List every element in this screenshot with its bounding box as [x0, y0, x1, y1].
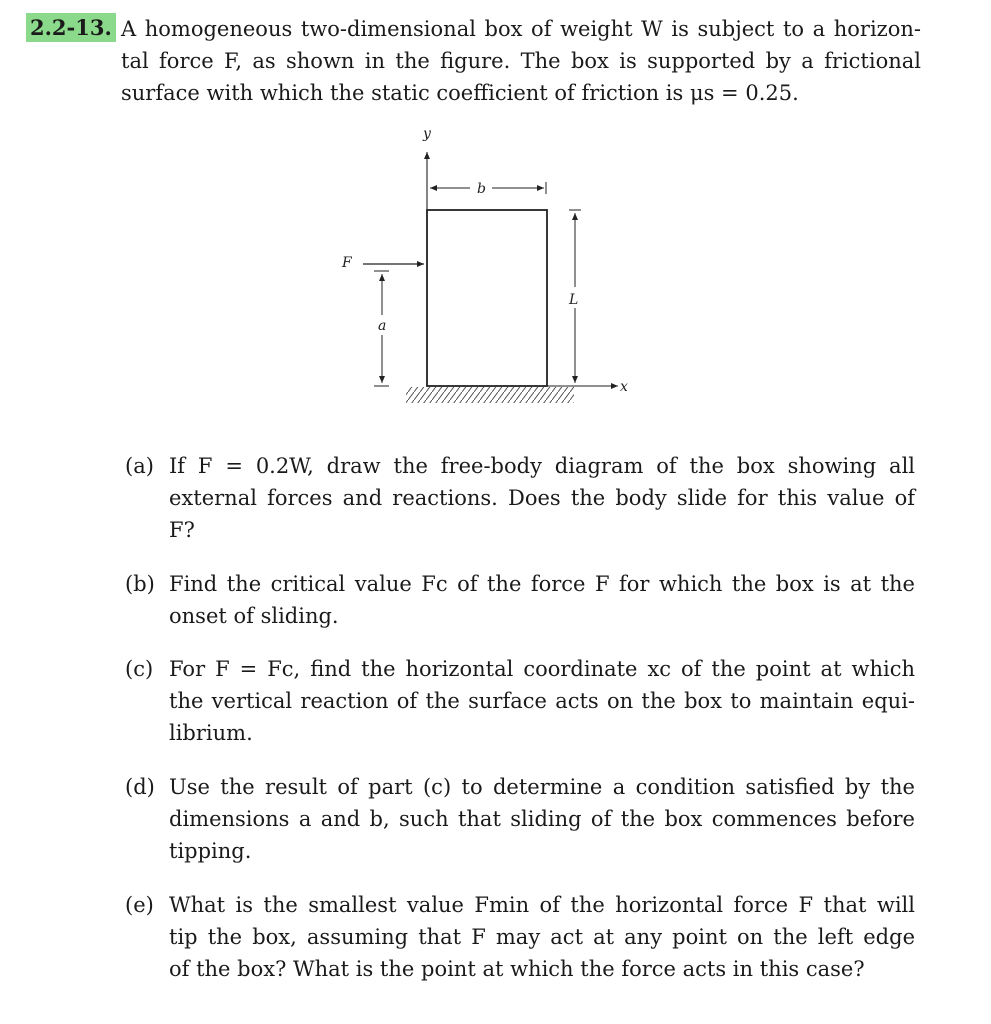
part-line: of the box? What is the point at which the force acts in this case?	[169, 957, 865, 981]
part-line: For F = Fc, find the horizontal coordinate xc of the point at which	[169, 657, 915, 681]
L-dimension-label: L	[569, 292, 579, 308]
b-dimension-label: b	[477, 181, 486, 197]
part-label: (c)	[125, 657, 154, 681]
part-line: F?	[169, 518, 195, 542]
part-line: Find the critical value Fc of the force F for which the box is at the	[169, 572, 915, 596]
part-label: (b)	[125, 572, 155, 596]
part-b	[125, 568, 915, 632]
statement-line: surface with which the static coefficient of friction is μs = 0.25.	[121, 81, 799, 105]
part-line: onset of sliding.	[169, 604, 339, 628]
part-d	[125, 771, 915, 867]
part-line: tipping.	[169, 839, 252, 863]
problem-statement	[121, 13, 921, 109]
statement-line: A homogeneous two-dimensional box of weight W is subject to a horizon-	[121, 17, 921, 41]
problem-number: 2.2-13.	[26, 13, 116, 42]
part-a	[125, 450, 915, 546]
part-line: Use the result of part (c) to determine a condition satisfied by the	[169, 775, 915, 799]
part-line: dimensions a and b, such that sliding of the box commences before	[169, 807, 915, 831]
part-label: (e)	[125, 893, 154, 917]
box	[427, 210, 547, 386]
y-axis-label: y	[423, 126, 431, 142]
part-e	[125, 889, 915, 985]
part-line: the vertical reaction of the surface acts on the box to maintain equi-	[169, 689, 915, 713]
part-line: librium.	[169, 721, 253, 745]
part-label: (d)	[125, 775, 155, 799]
a-dimension-label: a	[378, 318, 387, 334]
statement-line: tal force F, as shown in the figure. The box is supported by a frictional	[121, 49, 921, 73]
box-figure	[330, 120, 660, 415]
part-line: external forces and reactions. Does the body slide for this value of	[169, 486, 915, 510]
part-label: (a)	[125, 454, 154, 478]
x-axis-label: x	[620, 379, 628, 395]
part-c	[125, 653, 915, 749]
ground-hatch	[406, 387, 574, 403]
part-line: What is the smallest value Fmin of the horizontal force F that will	[169, 893, 915, 917]
force-F-label: F	[342, 255, 352, 271]
part-line: tip the box, assuming that F may act at any point on the left edge	[169, 925, 915, 949]
part-line: If F = 0.2W, draw the free-body diagram of the box showing all	[169, 454, 915, 478]
